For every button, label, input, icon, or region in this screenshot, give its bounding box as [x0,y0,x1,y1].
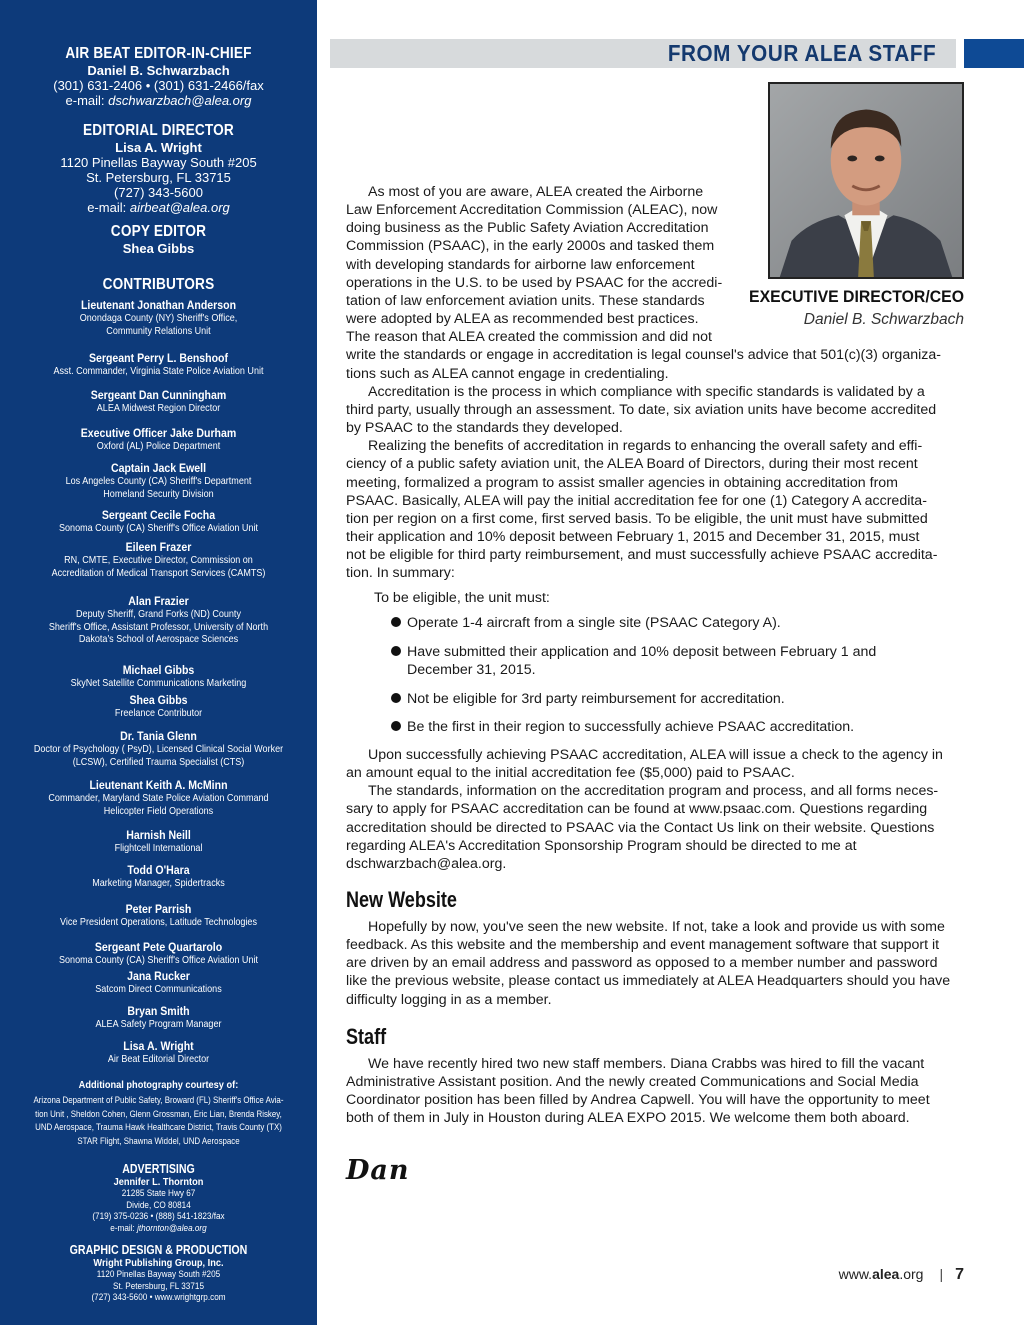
contributor-entry [0,940,317,967]
text-line: meeting, formalized a program to assist smaller agencies in obtaining accreditation from [346,474,898,491]
copy-editor-heading: COPY EDITOR [110,223,207,240]
text-line: their application and 10% deposit between February 1, 2015 and December 31, 2015, must [346,528,920,545]
footer-separator: | [939,1266,944,1282]
text-line: difficulty logging in as a member. [346,991,552,1008]
contributor-name: Harnish Neill [126,828,191,842]
design-address1: 1120 Pinellas Bayway South #205 [96,1269,221,1280]
text-line: Hopefully by now, you've seen the new website. If not, take a look and provide us with some [368,919,945,935]
contributor-description: Marketing Manager, Spidertracks [92,877,225,889]
new-website-section [346,918,950,1009]
contributor-description: Community Relations Unit [106,324,211,337]
footer-url[interactable]: www.alea.org [838,1266,924,1282]
text-line: As most of you are aware, ALEA created the Airborne [368,184,704,200]
editorial-director-email[interactable]: airbeat@alea.org [129,200,230,215]
list-item [391,690,785,708]
contributor-entry [0,426,317,453]
text-line: The reason that ALEA created the commission and did not [346,329,712,346]
contributor-description: Asst. Commander, Virginia State Police Aviation Unit [53,365,264,377]
masthead-sidebar [0,0,317,1325]
text-line: regarding ALEA's Accreditation Sponsorship Program should be directed to me at [346,837,857,854]
text-line: by PSAAC to the standards they developed. [346,420,623,437]
contributor-description: Flightcell International [114,842,203,854]
bullet-icon [391,617,401,627]
contributor-description: Helicopter Field Operations [103,804,214,817]
list-item [391,718,854,736]
contributor-name: Bryan Smith [127,1004,190,1018]
bullet-icon [391,721,401,731]
text-line: Realizing the benefits of accreditation in regards to enhancing the overall safety and effi- [368,438,923,455]
contributor-description: Los Angeles County (CA) Sheriff's Department [65,475,252,487]
header-accent-block [964,39,1024,68]
text-line: Law Enforcement Accreditation Commission (ALEAC), now [346,202,718,219]
text-line: tions such as ALEA cannot engage in credentialing. [346,365,669,382]
copy-editor-block [0,223,317,256]
editor-in-chief-phone: (301) 631-2406 • (301) 631-2466/fax [53,78,264,93]
contributor-description: Air Beat Editorial Director [107,1053,210,1065]
list-item-text: Have submitted their application and 10% deposit between February 1 and [407,644,877,660]
editor-in-chief-email[interactable]: dschwarzbach@alea.org [108,93,252,108]
text-line: are driven by an email address and password as opposed to a member number and password [346,955,938,972]
text-line: both of them in July in Houston during ALEA EXPO 2015. We welcome them both aboard. [346,1110,910,1127]
contributor-name: Sergeant Perry L. Benshoof [88,351,229,365]
advertising-heading: ADVERTISING [122,1162,195,1176]
contributor-name: Executive Officer Jake Durham [80,426,237,440]
contributor-entry [0,351,317,378]
contributor-description: Onondaga County (NY) Sheriff's Office, [79,312,238,324]
contributor-entry [0,969,317,996]
staff-heading: Staff [346,1024,387,1049]
contributor-name: Captain Jack Ewell [110,461,207,475]
article-intro [346,183,941,582]
contributor-entry [0,663,317,690]
text-line: Upon successfully achieving PSAAC accreditation, ALEA will issue a check to the agency in [368,747,943,763]
text-line: third party, usually through an assessment. To date, six aviation units have become accredited [346,401,937,418]
text-line: tion per region on a first come, first served basis. To be eligible, the unit must have submitted [346,510,928,527]
page-number: 7 [955,1266,964,1283]
design-heading: GRAPHIC DESIGN & PRODUCTION [69,1243,248,1257]
advertising-address1: 21285 State Hwy 67 [121,1188,196,1199]
contributor-description: ALEA Midwest Region Director [96,402,221,414]
text-line: sary to apply for PSAAC accreditation can be found at www.psaac.com. Questions regarding [346,801,928,818]
contributor-description: Dakota's School of Aerospace Sciences [78,633,239,645]
contributor-description: Oxford (AL) Police Department [96,440,221,452]
contributor-name: Jana Rucker [127,969,190,983]
email-label: e-mail: [87,200,127,215]
editor-in-chief-email-line [0,93,317,108]
contributor-description: Satcom Direct Communications [95,983,222,995]
contributor-description: Vice President Operations, Latitude Technologies [60,916,257,928]
copy-editor-name: Shea Gibbs [122,241,195,256]
photo-credit-line: Arizona Department of Public Safety, Broward (FL) Sheriff's Office Avia- [33,1095,284,1105]
page-title: FROM YOUR ALEA STAFF [667,40,936,66]
contributor-description: Deputy Sheriff, Grand Forks (ND) County [76,608,241,620]
contributor-entry [0,594,317,646]
contributors-heading-block [0,276,317,294]
article-closing [346,746,943,873]
bullet-icon [391,646,401,656]
text-line: write the standards or engage in accreditation is legal counsel's advice that 501(c)(3) organiza- [346,347,941,364]
text-line: like the previous website, please contact us immediately at ALEA Headquarters should you have [346,973,951,990]
photo-credit-heading: Additional photography courtesy of: [78,1079,239,1091]
contributor-name: Peter Parrish [125,902,192,916]
contributor-entry [0,508,317,535]
list-item [391,643,876,679]
contributor-name: Lisa A. Wright [123,1039,194,1053]
eligibility-intro [374,589,550,607]
contributor-name: Lieutenant Jonathan Anderson [80,298,237,312]
editorial-director-phone: (727) 343-5600 [114,185,203,200]
photo-credit-line: STAR Flight, Shawna Widdel, UND Aerospace [77,1135,240,1146]
contributor-name: Todd O'Hara [127,863,190,877]
advertising-email[interactable]: jthornton@alea.org [137,1222,207,1234]
text-line: tion. In summary: [346,565,455,582]
advertising-email-line [22,1223,295,1235]
editorial-director-name: Lisa A. Wright [115,140,202,155]
list-item-text: December 31, 2015. [407,662,536,679]
contributor-entry [0,778,317,817]
contributor-description: Freelance Contributor [114,707,203,719]
text-line: an amount equal to the initial accreditation fee ($5,000) paid to PSAAC. [346,765,795,782]
text-line: To be eligible, the unit must: [374,590,550,606]
advertising-name: Jennifer L. Thornton [113,1176,204,1188]
contributor-description: Sheriff's Office, Assistant Professor, University of North [48,620,269,633]
contributor-description: ALEA Safety Program Manager [95,1018,222,1030]
text-line: feedback. As this website and the membership and event management software that support it [346,937,940,954]
text-line: doing business as the Public Safety Aviation Accreditation [346,220,709,237]
text-line: with developing standards for airborne law enforcement [346,256,695,273]
page-footer [839,1266,964,1284]
design-phone: (727) 343-5600 • www.wrightgrp.com [91,1292,226,1303]
text-line: ciency of a public safety aviation unit, the ALEA Board of Directors, during their most recent [346,456,918,473]
new-website-heading: New Website [346,887,457,912]
text-line: We have recently hired two new staff members. Diana Crabbs was hired to fill the vacant [368,1056,925,1072]
contributor-description: SkyNet Satellite Communications Marketing [70,677,247,689]
editor-in-chief-block [0,45,317,108]
text-line: Coordinator position has been filled by Andrea Capwell. You will have the opportunity to meet [346,1092,930,1109]
bullet-icon [391,693,401,703]
editorial-director-email-line [0,200,317,215]
contributor-name: Dr. Tania Glenn [120,729,197,743]
contributor-description: Sonoma County (CA) Sheriff's Office Aviation Unit [59,522,258,534]
contributor-entry [0,540,317,579]
staff-section [346,1055,930,1128]
list-item-text: Operate 1-4 aircraft from a single site (PSAAC Category A). [407,615,781,631]
contributor-description: Sonoma County (CA) Sheriff's Office Aviation Unit [59,954,258,966]
contributor-description: Doctor of Psychology ( PsyD), Licensed Clinical Social Worker [33,743,284,755]
editorial-director-heading: EDITORIAL DIRECTOR [83,122,234,139]
photo-credit-line: tion Unit , Sheldon Cohen, Glenn Grossman, Eric Lian, Brenda Riskey, [35,1108,282,1119]
design-name: Wright Publishing Group, Inc. [93,1257,224,1269]
list-item-text: Be the first in their region to successfully achieve PSAAC accreditation. [407,719,855,735]
email-label: e-mail: [110,1222,135,1234]
contributor-description: (LCSW), Certified Trauma Specialist (CTS) [72,755,245,768]
text-line: Commission (PSAAC), in the early 2000s and tasked them [346,238,715,255]
contributor-name: Michael Gibbs [122,663,195,677]
editorial-director-address1: 1120 Pinellas Bayway South #205 [60,155,257,170]
advertising-block [0,1162,317,1234]
contributor-entry [0,388,317,415]
contributor-description: Commander, Maryland State Police Aviation Command [48,792,269,804]
editorial-director-address2: St. Petersburg, FL 33715 [86,170,231,185]
editor-in-chief-name: Daniel B. Schwarzbach [87,63,230,78]
author-title: EXECUTIVE DIRECTOR/CEO [749,287,964,306]
text-line: accreditation should be directed to PSAAC via the Contact Us link on their website. Questions [346,819,935,836]
contributor-name: Sergeant Cecile Focha [101,508,216,522]
contributor-entry [0,693,317,720]
text-line: PSAAC. Basically, ALEA will pay the initial accreditation fee for one (1) Category A accredita- [346,492,927,509]
editorial-director-block [0,122,317,215]
contributor-entry [0,298,317,337]
contributor-entry [0,461,317,500]
list-item-text: Not be eligible for 3rd party reimbursement for accreditation. [407,691,785,707]
contributor-entry [0,1004,317,1031]
contributor-entry [0,863,317,890]
design-address2: St. Petersburg, FL 33715 [113,1280,204,1292]
contributor-entry [0,828,317,855]
text-line: dschwarzbach@alea.org. [346,855,507,872]
contributor-description: Accreditation of Medical Transport Services (CAMTS) [51,566,266,579]
contributor-name: Alan Frazier [128,594,189,608]
contributor-entry [0,729,317,768]
editor-in-chief-heading: AIR BEAT EDITOR-IN-CHIEF [65,45,252,62]
text-line: tation of law enforcement aviation units. These standards [346,292,705,309]
photo-credit-block [0,1079,317,1148]
text-line: not be eligible for third party reimbursement, and must successfully achieve PSAAC accredita- [346,547,938,564]
contributor-name: Sergeant Dan Cunningham [90,388,227,402]
contributor-name: Lieutenant Keith A. McMinn [89,778,228,792]
contributor-description: RN, CMTE, Executive Director, Commission on [64,554,253,566]
contributor-name: Sergeant Pete Quartarolo [94,940,223,954]
text-line: operations in the U.S. to be used by PSAAC for the accredi- [346,274,723,291]
list-item [391,614,781,632]
text-line: Accreditation is the process in which compliance with specific standards is validated by a [368,383,925,400]
photo-credit-line: UND Aerospace, Trauma Hawk Healthcare District, Travis County (TX) [35,1122,282,1132]
contributor-entry [0,902,317,929]
author-name: Daniel B. Schwarzbach [803,311,964,328]
advertising-address2: Divide, CO 80814 [126,1199,191,1211]
advertising-phone: (719) 375-0236 • (888) 541-1823/fax [92,1211,225,1222]
email-label: e-mail: [65,93,105,108]
text-line: were adopted by ALEA as recommended best practices. [346,311,699,328]
design-block [0,1243,317,1304]
signature: Dan [346,1155,410,1186]
text-line: Administrative Assistant position. And the newly created Communications and Social Media [346,1074,919,1091]
contributor-name: Shea Gibbs [129,693,188,707]
contributor-name: Eileen Frazer [125,540,192,554]
text-line: The standards, information on the accreditation program and process, and all forms neces- [368,783,939,800]
contributor-entry [0,1039,317,1066]
contributor-description: Homeland Security Division [103,487,214,500]
contributors-heading: CONTRIBUTORS [102,276,215,293]
